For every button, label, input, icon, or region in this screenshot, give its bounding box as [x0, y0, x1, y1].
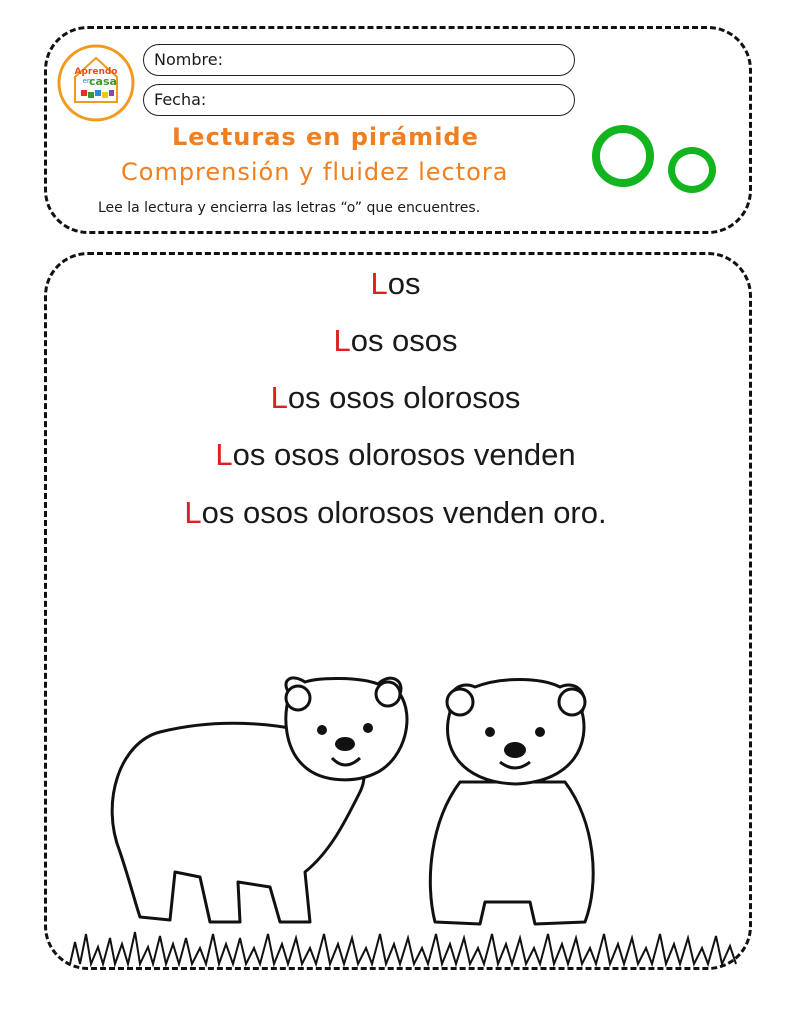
lowercase-o-icon	[668, 147, 716, 193]
aprendo-en-casa-logo	[57, 44, 135, 122]
pyramid-line-2	[0, 323, 791, 359]
two-bears-illustration	[60, 672, 750, 970]
pyramid-line-3	[0, 380, 791, 416]
logo-line3: casa	[89, 75, 117, 88]
first-letter: L	[333, 323, 351, 358]
line-text: os osos olorosos venden	[232, 437, 576, 472]
line-text: os	[387, 266, 421, 301]
line-text: os osos	[350, 323, 458, 358]
date-label: Fecha:	[154, 90, 207, 109]
name-field[interactable]	[143, 44, 575, 76]
first-letter: L	[370, 266, 388, 301]
page-subtitle: Comprensión y fluidez lectora	[121, 158, 509, 186]
logo-line1: Aprendo	[74, 67, 118, 77]
uppercase-o-icon	[592, 125, 654, 187]
pyramid-line-5	[0, 495, 791, 531]
pyramid-line-4	[0, 437, 791, 473]
page-title: Lecturas en pirámide	[172, 123, 479, 151]
first-letter: L	[215, 437, 233, 472]
date-field[interactable]	[143, 84, 575, 116]
logo-line2: en	[82, 77, 92, 85]
instruction-text: Lee la lectura y encierra las letras “o” que encuentres.	[98, 200, 481, 216]
name-label: Nombre:	[154, 50, 223, 69]
first-letter: L	[184, 495, 202, 530]
pyramid-line-1	[0, 266, 791, 302]
first-letter: L	[270, 380, 288, 415]
line-text: os osos olorosos venden oro.	[201, 495, 607, 530]
line-text: os osos olorosos	[287, 380, 521, 415]
